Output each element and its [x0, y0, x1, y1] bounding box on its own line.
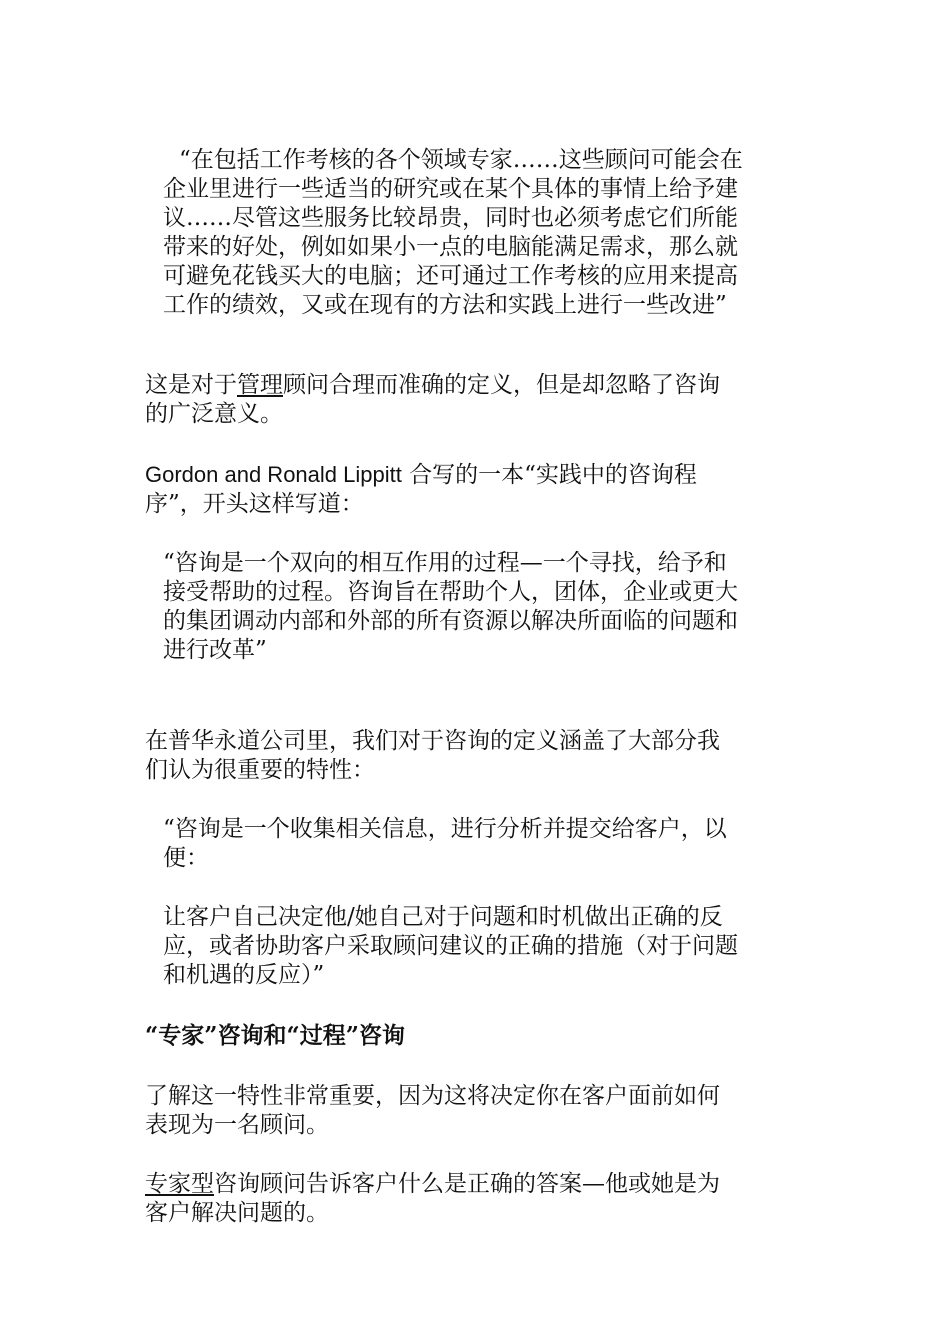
quote-line: 带来的好处，例如如果小一点的电脑能满足需求，那么就: [163, 234, 738, 260]
quote-line: 企业里进行一些适当的研究或在某个具体的事情上给予建: [163, 176, 738, 202]
quote-lippitt-definition: [163, 549, 813, 665]
quote-line: 进行改革”: [163, 637, 267, 663]
quote-line: “在包括工作考核的各个领域专家……这些顾问可能会在: [179, 147, 743, 173]
quote-line: 可避免花钱买大的电脑；还可通过工作考核的应用来提高: [163, 263, 738, 289]
paragraph-line: [145, 1170, 813, 1199]
underlined-term: 管理: [237, 372, 283, 398]
paragraph-line: [145, 371, 813, 400]
text-segment: 咨询顾问告诉客户什么是正确的答案—他或她是为: [214, 1171, 720, 1197]
quote-line: 让客户自己决定他/她自己对于问题和时机做出正确的反: [163, 904, 723, 930]
paragraph-importance: [145, 1082, 813, 1140]
paragraph-pwc-definition: [145, 727, 813, 785]
text-segment: 这是对于: [145, 372, 237, 398]
quote-line: 和机遇的反应）”: [163, 962, 325, 988]
paragraph-line: 们认为很重要的特性：: [145, 757, 375, 783]
paragraph-lippitt: [145, 460, 813, 519]
quote-line: “咨询是一个双向的相互作用的过程—一个寻找，给予和: [163, 550, 727, 576]
paragraph-line: 在普华永道公司里，我们对于咨询的定义涵盖了大部分我: [145, 728, 720, 754]
quote-line: 便：: [163, 845, 209, 871]
quote-line: 工作的绩效，又或在现有的方法和实践上进行一些改进”: [163, 292, 727, 318]
text-segment: 顾问合理而准确的定义，但是却忽略了咨询: [283, 372, 720, 398]
underlined-term: 专家型: [145, 1171, 214, 1197]
quote-line: “咨询是一个收集相关信息，进行分析并提交给客户，以: [163, 816, 727, 842]
paragraph-line: 客户解决问题的。: [145, 1200, 329, 1226]
quote-line: 接受帮助的过程。咨询旨在帮助个人，团体，企业或更大: [163, 579, 738, 605]
paragraph-line: [145, 460, 813, 490]
quote-pwc-continuation: [163, 903, 813, 990]
paragraph-line: 的广泛意义。: [145, 401, 283, 427]
paragraph-line: 表现为一名顾问。: [145, 1112, 329, 1138]
paragraph-line: 了解这一特性非常重要，因为这将决定你在客户面前如何: [145, 1083, 720, 1109]
paragraph-expert-consultant: [145, 1170, 813, 1228]
quote-line: 的集团调动内部和外部的所有资源以解决所面临的问题和: [163, 608, 738, 634]
quote-expert-definition: [163, 146, 813, 320]
section-heading: “专家”咨询和“过程”咨询: [145, 1022, 405, 1049]
quote-line: 议……尽管这些服务比较昂贵，同时也必须考虑它们所能: [163, 205, 738, 231]
author-names: Gordon and Ronald Lippitt: [145, 462, 402, 487]
text-segment: 合写的一本“实践中的咨询程: [401, 462, 697, 488]
paragraph-management-definition: [145, 371, 813, 429]
quote-pwc-definition: [163, 815, 813, 873]
paragraph-line: 序”，开头这样写道：: [145, 491, 364, 517]
quote-line: 应，或者协助客户采取顾问建议的正确的措施（对于问题: [163, 933, 738, 959]
